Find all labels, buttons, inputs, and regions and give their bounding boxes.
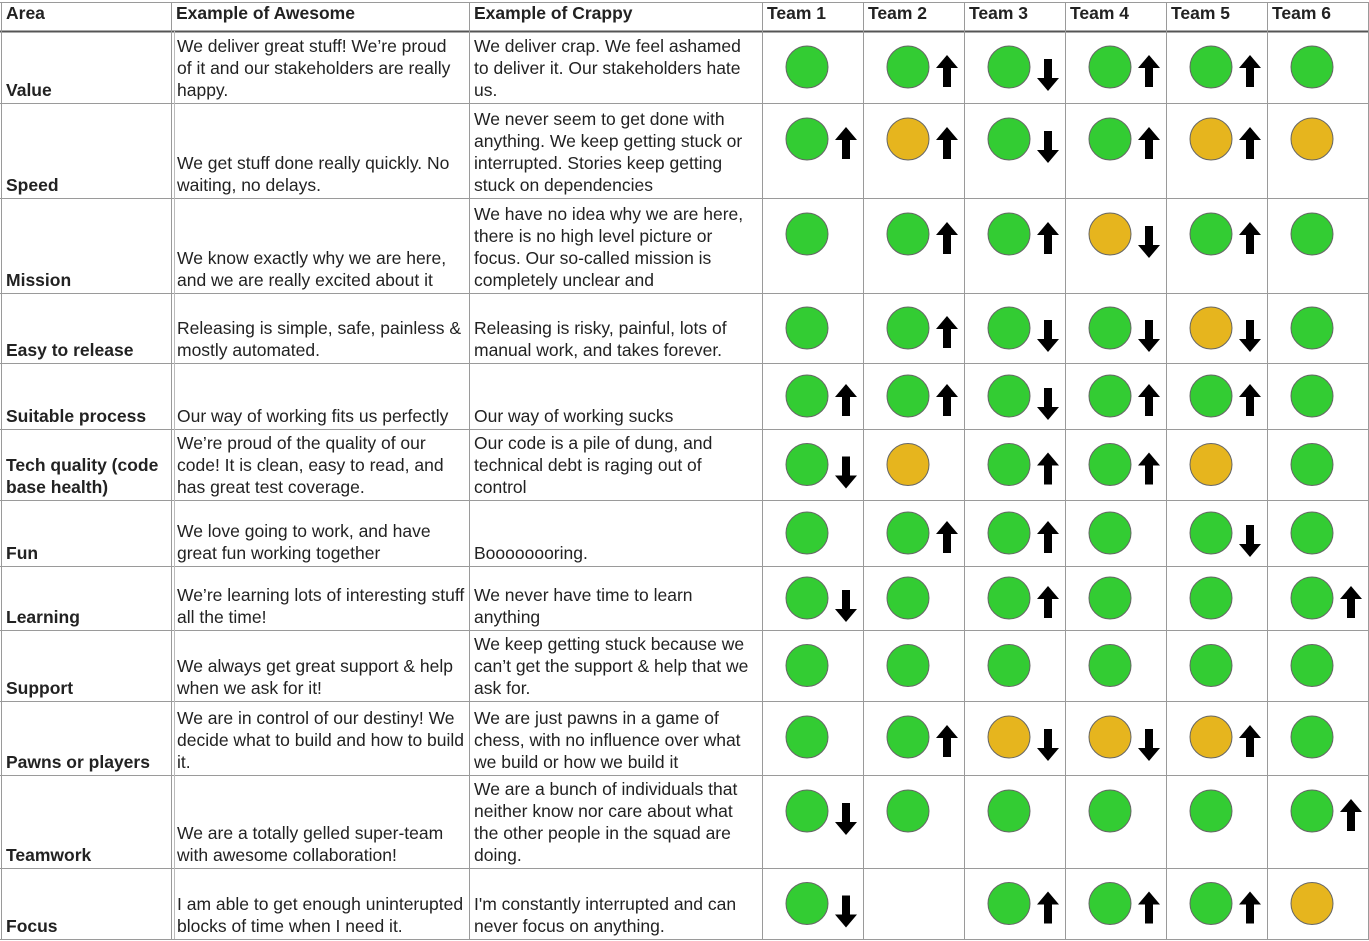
- team-2-status-amber-dot: [887, 118, 929, 160]
- crappy-description-text: Our code is a pile of dung, and technical debt is raging out of control: [474, 433, 713, 497]
- team-1-status-green-dot: [786, 645, 828, 687]
- team-5-trend-down-arrow-icon: [1239, 320, 1261, 352]
- team-4-trend-down-arrow-icon: [1138, 226, 1160, 258]
- crappy-description-text: We have no idea why we are here, there is no high level picture or focus. Our so-called mission is completely unclear and: [474, 204, 744, 290]
- team-2-status-green-dot: [887, 790, 929, 832]
- team-4-trend-up-arrow-icon: [1138, 127, 1160, 159]
- team-3-status-green-dot: [988, 645, 1030, 687]
- crappy-description-text: We are just pawns in a game of chess, with no influence over what we build or how we build it: [474, 708, 741, 772]
- awesome-description-text: We always get great support & help when we ask for it!: [177, 656, 453, 698]
- team-5-status-green-dot: [1190, 512, 1232, 554]
- team-6-trend-up-arrow-icon: [1340, 799, 1362, 831]
- team-1-status-green-dot: [786, 213, 828, 255]
- team-2-status-green-dot: [887, 577, 929, 619]
- team-4-status-green-dot: [1089, 307, 1131, 349]
- team-5-status-amber-dot: [1190, 307, 1232, 349]
- team-2-trend-up-arrow-icon: [936, 725, 958, 757]
- header-team-6-text: Team 6: [1272, 3, 1332, 23]
- team-2-trend-up-arrow-icon: [936, 127, 958, 159]
- header-awesome-text: Example of Awesome: [176, 3, 355, 23]
- awesome-description-text: Releasing is simple, safe, painless & mostly automated.: [177, 318, 462, 360]
- team-6-status-green-dot: [1291, 375, 1333, 417]
- team-3-status-green-dot: [988, 577, 1030, 619]
- team-4-trend-down-arrow-icon: [1138, 320, 1160, 352]
- crappy-description-text: Boooooooring.: [474, 543, 588, 563]
- team-1-status-green-dot: [786, 118, 828, 160]
- team-2-status-green-dot: [887, 213, 929, 255]
- crappy-description-text: We deliver crap. We feel ashamed to deliver it. Our stakeholders hate us.: [474, 36, 741, 100]
- team-6-status-green-dot: [1291, 512, 1333, 554]
- team-2-trend-up-arrow-icon: [936, 55, 958, 87]
- team-4-status-green-dot: [1089, 375, 1131, 417]
- team-3-trend-down-arrow-icon: [1037, 59, 1059, 91]
- area-label-text: Speed: [6, 175, 59, 195]
- team-2-status-amber-dot: [887, 444, 929, 486]
- awesome-description-text: We’re proud of the quality of our code! It is clean, easy to read, and has great test coverage.: [177, 433, 444, 497]
- awesome-description-text: I am able to get enough uninterupted blocks of time when I need it.: [177, 894, 464, 936]
- team-6-trend-up-arrow-icon: [1340, 586, 1362, 618]
- team-5-status-green-dot: [1190, 883, 1232, 925]
- team-5-trend-up-arrow-icon: [1239, 892, 1261, 924]
- header-team-3-text: Team 3: [969, 3, 1029, 23]
- header-team-1-text: Team 1: [767, 3, 827, 23]
- team-3-status-green-dot: [988, 444, 1030, 486]
- team-5-status-amber-dot: [1190, 716, 1232, 758]
- team-1-status-green-dot: [786, 46, 828, 88]
- team-2-trend-up-arrow-icon: [936, 384, 958, 416]
- team-3-status-green-dot: [988, 790, 1030, 832]
- team-4-status-green-dot: [1089, 118, 1131, 160]
- team-1-status-green-dot: [786, 444, 828, 486]
- team-6-status-green-dot: [1291, 577, 1333, 619]
- team-2-trend-up-arrow-icon: [936, 222, 958, 254]
- team-5-status-amber-dot: [1190, 444, 1232, 486]
- team-4-status-amber-dot: [1089, 716, 1131, 758]
- team-3-trend-down-arrow-icon: [1037, 729, 1059, 761]
- team-5-status-green-dot: [1190, 375, 1232, 417]
- team-6-status-green-dot: [1291, 790, 1333, 832]
- awesome-description-text: Our way of working fits us perfectly: [177, 406, 449, 426]
- team-2-trend-up-arrow-icon: [936, 521, 958, 553]
- team-5-status-amber-dot: [1190, 118, 1232, 160]
- team-5-status-green-dot: [1190, 213, 1232, 255]
- awesome-description-text: We get stuff done really quickly. No waiting, no delays.: [177, 153, 450, 195]
- team-6-status-green-dot: [1291, 213, 1333, 255]
- team-3-status-green-dot: [988, 307, 1030, 349]
- team-4-status-green-dot: [1089, 790, 1131, 832]
- area-label-text: Easy to release: [6, 340, 134, 360]
- team-6-status-green-dot: [1291, 46, 1333, 88]
- crappy-description-text: We never seem to get done with anything. We keep getting stuck or interrupted. Stories keep getting stuck on dependencies: [474, 109, 743, 195]
- area-label-text: Suitable process: [6, 406, 147, 426]
- area-label-text: Value: [6, 80, 52, 100]
- team-2-trend-up-arrow-icon: [936, 316, 958, 348]
- awesome-description-text: We deliver great stuff! We’re proud of it and our stakeholders are really happy.: [177, 36, 451, 100]
- team-4-status-green-dot: [1089, 46, 1131, 88]
- team-2-status-green-dot: [887, 512, 929, 554]
- team-3-trend-down-arrow-icon: [1037, 320, 1059, 352]
- team-4-status-green-dot: [1089, 444, 1131, 486]
- crappy-description-text: Releasing is risky, painful, lots of manual work, and takes forever.: [474, 318, 727, 360]
- team-3-trend-down-arrow-icon: [1037, 131, 1059, 163]
- team-5-trend-up-arrow-icon: [1239, 725, 1261, 757]
- team-1-trend-down-arrow-icon: [835, 590, 857, 622]
- team-1-status-green-dot: [786, 307, 828, 349]
- team-6-status-green-dot: [1291, 716, 1333, 758]
- awesome-description-text: We know exactly why we are here, and we are really excited about it: [177, 248, 447, 290]
- header-team-4-text: Team 4: [1070, 3, 1130, 23]
- team-4-trend-up-arrow-icon: [1138, 384, 1160, 416]
- team-6-status-amber-dot: [1291, 118, 1333, 160]
- team-1-trend-up-arrow-icon: [835, 127, 857, 159]
- team-1-status-green-dot: [786, 577, 828, 619]
- header-crappy-text: Example of Crappy: [474, 3, 633, 23]
- team-5-status-green-dot: [1190, 577, 1232, 619]
- crappy-description-text: I'm constantly interrupted and can never focus on anything.: [474, 894, 737, 936]
- team-4-status-green-dot: [1089, 512, 1131, 554]
- area-label-text: Fun: [6, 543, 39, 563]
- team-1-status-green-dot: [786, 790, 828, 832]
- team-6-status-green-dot: [1291, 444, 1333, 486]
- area-label-text: Mission: [6, 270, 72, 290]
- team-6-status-amber-dot: [1291, 883, 1333, 925]
- team-6-status-green-dot: [1291, 645, 1333, 687]
- team-2-status-green-dot: [887, 46, 929, 88]
- team-5-trend-up-arrow-icon: [1239, 127, 1261, 159]
- team-4-trend-down-arrow-icon: [1138, 729, 1160, 761]
- team-4-status-green-dot: [1089, 883, 1131, 925]
- team-3-status-green-dot: [988, 512, 1030, 554]
- team-4-status-amber-dot: [1089, 213, 1131, 255]
- awesome-description-text: We’re learning lots of interesting stuff all the time!: [177, 585, 465, 627]
- area-label-text: Support: [6, 678, 74, 698]
- team-1-trend-down-arrow-icon: [835, 457, 857, 489]
- team-2-status-green-dot: [887, 307, 929, 349]
- team-3-trend-up-arrow-icon: [1037, 453, 1059, 485]
- team-1-trend-down-arrow-icon: [835, 803, 857, 835]
- area-label-text: Pawns or players: [6, 752, 150, 772]
- awesome-description-text: We are in control of our destiny! We decide what to build and how to build it.: [177, 708, 465, 772]
- team-1-status-green-dot: [786, 883, 828, 925]
- crappy-description-text: We never have time to learn anything: [474, 585, 693, 627]
- team-2-status-green-dot: [887, 716, 929, 758]
- header-area-text: Area: [6, 3, 45, 23]
- team-1-status-green-dot: [786, 512, 828, 554]
- team-3-trend-up-arrow-icon: [1037, 586, 1059, 618]
- crappy-description-text: Our way of working sucks: [474, 406, 674, 426]
- awesome-description-text: We are a totally gelled super-team with awesome collaboration!: [177, 823, 444, 865]
- team-3-status-green-dot: [988, 883, 1030, 925]
- area-label-text: Teamwork: [6, 845, 92, 865]
- team-4-trend-up-arrow-icon: [1138, 453, 1160, 485]
- team-3-trend-down-arrow-icon: [1037, 388, 1059, 420]
- crappy-description-text: We keep getting stuck because we can’t get the support & help that we ask for.: [474, 634, 749, 698]
- team-5-trend-up-arrow-icon: [1239, 222, 1261, 254]
- team-3-trend-up-arrow-icon: [1037, 521, 1059, 553]
- team-3-status-green-dot: [988, 46, 1030, 88]
- area-label-text: Learning: [6, 607, 80, 627]
- team-3-status-amber-dot: [988, 716, 1030, 758]
- team-5-trend-up-arrow-icon: [1239, 384, 1261, 416]
- team-3-trend-up-arrow-icon: [1037, 892, 1059, 924]
- team-5-status-green-dot: [1190, 645, 1232, 687]
- team-1-trend-up-arrow-icon: [835, 384, 857, 416]
- team-2-status-green-dot: [887, 375, 929, 417]
- team-4-trend-up-arrow-icon: [1138, 892, 1160, 924]
- team-5-status-green-dot: [1190, 790, 1232, 832]
- team-4-trend-up-arrow-icon: [1138, 55, 1160, 87]
- team-6-status-green-dot: [1291, 307, 1333, 349]
- team-1-trend-down-arrow-icon: [835, 896, 857, 928]
- team-3-status-green-dot: [988, 375, 1030, 417]
- team-3-status-green-dot: [988, 118, 1030, 160]
- team-5-trend-down-arrow-icon: [1239, 525, 1261, 557]
- team-2-status-green-dot: [887, 645, 929, 687]
- team-1-status-green-dot: [786, 716, 828, 758]
- crappy-description-text: We are a bunch of individuals that neither know nor care about what the other people in the squad are doing.: [474, 779, 738, 865]
- team-3-trend-up-arrow-icon: [1037, 222, 1059, 254]
- area-label-text: Tech quality (code base health): [6, 455, 159, 497]
- team-4-status-green-dot: [1089, 645, 1131, 687]
- header-team-2-text: Team 2: [868, 3, 928, 23]
- team-5-trend-up-arrow-icon: [1239, 55, 1261, 87]
- header-team-5-text: Team 5: [1171, 3, 1231, 23]
- awesome-description-text: We love going to work, and have great fun working together: [177, 521, 431, 563]
- team-3-status-green-dot: [988, 213, 1030, 255]
- team-1-status-green-dot: [786, 375, 828, 417]
- team-4-status-green-dot: [1089, 577, 1131, 619]
- area-label-text: Focus: [6, 916, 58, 936]
- team-5-status-green-dot: [1190, 46, 1232, 88]
